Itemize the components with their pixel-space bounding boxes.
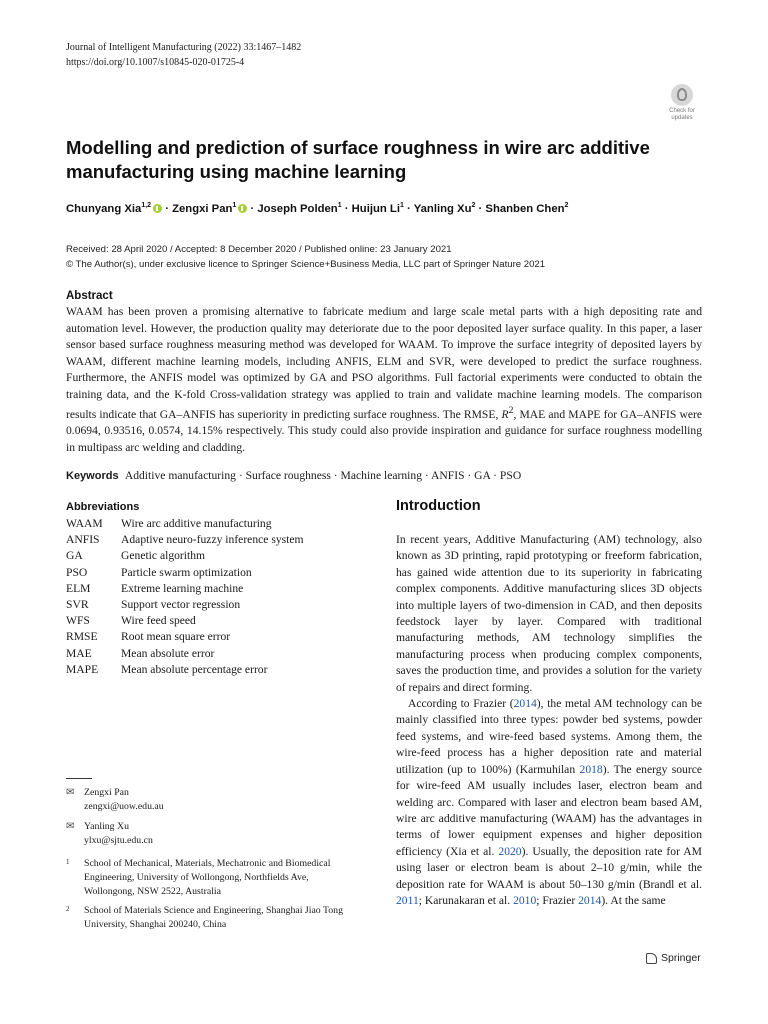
abbreviation-value: Particle swarm optimization (121, 565, 252, 579)
abbreviation-key: RMSE (66, 630, 98, 644)
abbreviations-list (66, 516, 304, 678)
badge-text: Check for updates (669, 108, 695, 121)
author-list (66, 202, 568, 215)
author-name[interactable]: Huijun Li (351, 202, 400, 215)
abbreviation-row (66, 646, 304, 662)
abbreviation-value: Adaptive neuro-fuzzy inference system (121, 533, 304, 547)
introduction-heading: Introduction (396, 498, 481, 514)
publication-dates (66, 242, 545, 272)
author-affiliation-sup: 1 (337, 202, 342, 209)
author-name[interactable]: Zengxi Pan (172, 202, 233, 215)
author-name[interactable]: Chunyang Xia (66, 202, 142, 215)
citation-link[interactable]: 2014 (578, 893, 602, 907)
springer-logo-icon (646, 953, 657, 964)
abstract-text: WAAM has been proven a promising alternative to fabricate medium and large scale metal parts with a high depositing rate and automation level. However, the production quality may deteriorate due to the poor deposited layer surface quality. In this paper, a laser sensor based surface roughness measuring method was developed for WAAM. To improve the surface integrity of deposited layers by WAAM, different machine learning models, including ANFIS, ELM and SVR, were developed to predict the surface roughness. Furthermore, the ANFIS model was optimized by GA and PSO algorithms. Full factorial experiments were conducted to obtain the training data, and the K-fold Cross-validation strategy was applied to train and validate machine learning models. The comparison results indicate that GA–ANFIS has superiority in predicting surface roughness. The RMSE, $R^2$, MAE and MAPE for GA–ANFIS were 0.0694, 0.93516, 0.0574, 14.15% respectively. This study could also provide inspiration and guidance for surface roughness modelling in multipass arc welding and cladding. (66, 305, 703, 454)
abbreviation-value: Mean absolute error (121, 646, 215, 660)
abbreviation-value: Support vector regression (121, 598, 241, 612)
citation-link[interactable]: 2018 (579, 762, 603, 776)
correspondence-entry (66, 820, 153, 848)
check-for-updates-badge[interactable] (662, 84, 702, 124)
author-affiliation-sup: 2 (471, 202, 476, 209)
check-for-updates-icon (671, 84, 693, 106)
author-affiliation-sup: 1,2 (141, 202, 152, 209)
envelope-icon: ✉ (66, 787, 75, 798)
author-affiliation-sup: 2 (564, 202, 569, 209)
dates-line: Received: 28 April 2020 / Accepted: 8 December 2020 / Published online: 23 January 2021 (66, 244, 452, 255)
abstract-heading: Abstract (66, 290, 113, 302)
abbreviation-key: GA (66, 549, 83, 563)
affiliation-text: School of Materials Science and Engineering, Shanghai Jiao Tong University, Shanghai 200240, China (84, 905, 343, 930)
abbreviation-key: SVR (66, 598, 89, 612)
abbreviation-row (66, 613, 304, 629)
keywords-heading: Keywords (66, 470, 119, 482)
author-separator: · (162, 202, 173, 215)
citation-link[interactable]: 2014 (513, 697, 537, 711)
author-affiliation-sup: 1 (399, 202, 404, 209)
author-separator: · (247, 202, 258, 215)
journal-citation: Journal of Intelligent Manufacturing (2022) 33:1467–1482 (66, 42, 302, 53)
author-name[interactable]: Shanben Chen (485, 202, 565, 215)
correspondence-name: Zengxi Pan (84, 787, 129, 798)
copyright-line: © The Author(s), under exclusive licence to Springer Science+Business Media, LLC part of Springer Nature 2021 (66, 259, 546, 270)
abbreviation-key: WFS (66, 614, 90, 628)
affiliation-number: 2 (66, 905, 70, 913)
abbreviations-heading: Abbreviations (66, 501, 140, 513)
abbreviation-row (66, 597, 304, 613)
keywords-list: Additive manufacturing · Surface roughness · Machine learning · ANFIS · GA · PSO (124, 469, 522, 482)
author-separator: · (341, 202, 352, 215)
abbreviation-value: Wire feed speed (121, 614, 196, 628)
abbreviation-key: MAPE (66, 662, 99, 676)
abbreviation-value: Genetic algorithm (121, 549, 206, 563)
author-affiliation-sup: 1 (232, 202, 237, 209)
affiliation-text: School of Mechanical, Materials, Mechatronic and Biomedical Engineering, University of Wollongong, Northfields Ave, Wollongong, NSW 2522, Australia (84, 858, 331, 897)
doi-link[interactable]: https://doi.org/10.1007/s10845-020-01725-4 (66, 57, 245, 68)
introduction-body (396, 532, 702, 909)
abbreviation-row (66, 581, 304, 597)
abbreviation-key: WAAM (66, 517, 103, 530)
r-symbol: R (501, 407, 509, 421)
abbreviation-row (66, 662, 304, 678)
correspondence-email[interactable]: zengxi@uow.edu.au (84, 801, 164, 812)
abbreviation-key: ANFIS (66, 533, 100, 547)
author-name[interactable]: Joseph Polden (257, 202, 338, 215)
journal-header (66, 40, 301, 70)
correspondence-entry (66, 786, 164, 814)
abbreviation-row (66, 565, 304, 581)
envelope-icon: ✉ (66, 821, 75, 832)
author-separator: · (403, 202, 414, 215)
affiliation (66, 857, 366, 899)
correspondence-email[interactable]: ylxu@sjtu.edu.cn (84, 835, 153, 846)
affiliation-number: 1 (66, 858, 70, 866)
correspondence-name: Yanling Xu (84, 821, 130, 832)
citation-link[interactable]: 2010 (513, 893, 537, 907)
abbreviation-key: ELM (66, 581, 91, 595)
abbreviation-value: Root mean square error (121, 630, 231, 644)
abbreviation-row (66, 548, 304, 564)
abbreviation-row (66, 532, 304, 548)
abbreviation-value: Mean absolute percentage error (121, 662, 268, 676)
intro-paragraph: According to Frazier (2014), the metal AM technology can be mainly classified into three types: powder bed systems, powder feed systems, and wire-feed based systems. Among them, the wire-feed process has a higher deposition rate and material utilization (up to 100%) (Karmuhilan 2018). The energy source for wire-feed AM usually includes laser, electron beam and welding arc. Compared with laser and electron beam based AM, wire arc additive manufacturing (WAAM) has the advantages in terms of lower equipment expenses and higher deposition efficiency (Xia et al. 2020). Usually, the deposition rate for AM using laser or electron beam is about 2–10 g/min, while the deposition rate for WAAM is about 50–130 g/min (Brandl et al. 2011; Karunakaran et al. 2010; Frazier 2014). At the same (396, 697, 702, 907)
citation-link[interactable]: 2011 (396, 893, 419, 907)
affiliation (66, 904, 366, 932)
author-name[interactable]: Yanling Xu (413, 202, 472, 215)
abbreviation-key: PSO (66, 565, 88, 579)
abbreviation-row (66, 516, 304, 532)
orcid-icon[interactable] (238, 204, 247, 213)
abbreviation-key: MAE (66, 646, 92, 660)
author-separator: · (475, 202, 486, 215)
abbreviation-row (66, 629, 304, 645)
intro-paragraph: In recent years, Additive Manufacturing (AM) technology, also known as 3D printing, rapid prototyping or freeform fabrication, has gained wide attention due to its superiority in fabricating complex components. Additive manufacturing slices 3D objects into multiple layers of two-dimension in CAD, and then deposits feedstock layer by layer. Compared with traditional manufacturing methods, AM technology simplifies the manufacturing process when producing complex components, saves the production time, and provides a solution for the variety of repairs and direct forming. (396, 533, 702, 694)
footnote-divider (66, 778, 92, 779)
abbreviation-value: Extreme learning machine (121, 581, 244, 595)
springer-footer (646, 952, 701, 964)
orcid-icon[interactable] (153, 204, 162, 213)
keywords (66, 469, 706, 482)
r-superscript: 2 (508, 405, 514, 416)
abbreviation-value: Wire arc additive manufacturing (121, 517, 272, 530)
publisher-name: Springer (661, 952, 701, 964)
paper-title: Modelling and prediction of surface roughness in wire arc additive manufacturing using machine learning (66, 137, 650, 182)
citation-link[interactable]: 2020 (498, 844, 522, 858)
